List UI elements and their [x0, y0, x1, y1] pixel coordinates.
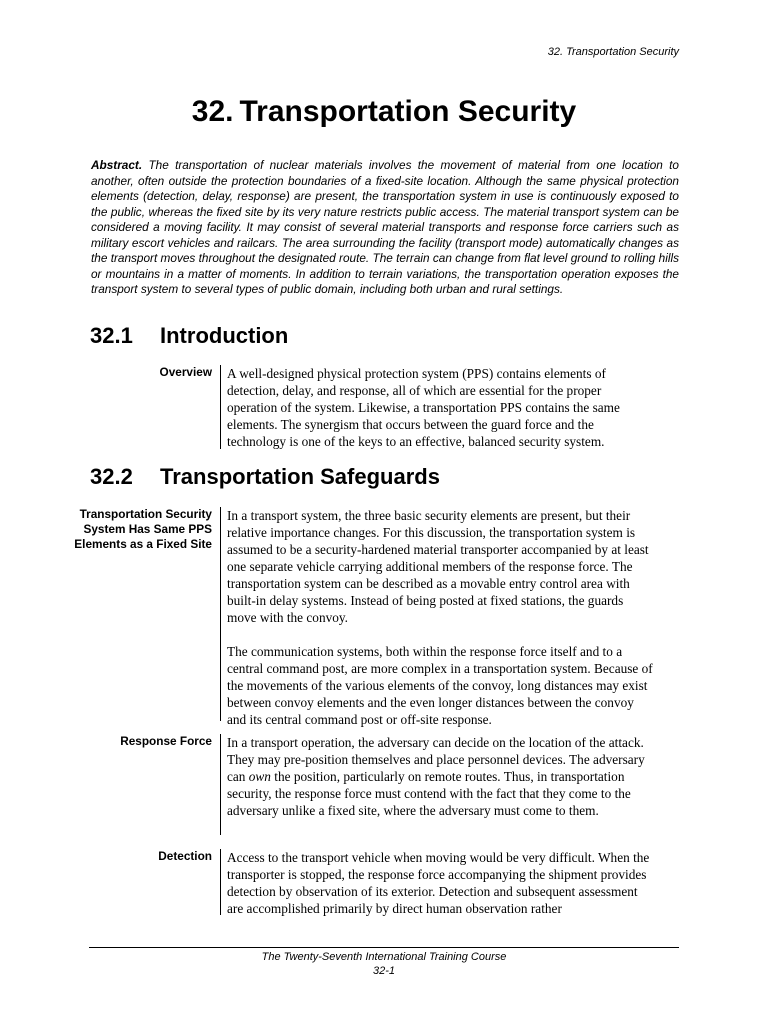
text-run: the position, particularly on remote routes. Thus, in transportation security, the response force must contend with the fact that they come to the adversary unlike a fixed site, where the adversary must come to them.	[227, 769, 631, 818]
paragraph: Access to the transport vehicle when moving would be very difficult. When the transporter is stopped, the response force accompanying the shipment provides detection by observation of its exterior. Detection and subsequent assessment are accomplished primarily by direct human observation rather	[227, 850, 650, 916]
abstract-lead: Abstract.	[91, 158, 143, 172]
text-run: In a transport operation, the adversary can decide on the location of the attack. They may pre-position themselves and place personnel devices. The adversary can	[227, 735, 645, 784]
footer-rule	[89, 947, 679, 948]
paragraph: The communication systems, both within the response force itself and to a central command post, are more complex in a transportation system. Because of the movements of the various elements of the convoy, long distances may exist between convoy elements and the even longer distances between the convoy and its central command post or off-site response.	[227, 644, 653, 727]
section-heading-safeguards	[90, 463, 440, 491]
section-title: Transportation Safeguards	[160, 464, 440, 489]
section-number: 32.1	[90, 323, 133, 348]
running-header: 32. Transportation Security	[547, 46, 679, 58]
paragraph: A well-designed physical protection system (PPS) contains elements of detection, delay, and response, all of which are essential for the proper operation of the system. Likewise, a transportation PPS contains the same elements. The synergism that occurs between the guard force and the technology is one of the keys to an effective, balanced security system.	[227, 366, 620, 449]
abstract-text: The transportation of nuclear materials involves the movement of material from one location to another, often outside the protection boundaries of a fixed-site location. Although the same physical protection elements (detection, delay, response) are present, the transportation system in use is continuously exposed to the public, whereas the fixed site by its very nature restricts public access. The material transport system can be considered a moving facility. It may consist of several material transports and response force carriers such as military escort vehicles and railcars. The area surrounding the facility (transport mode) automatically changes as the transport moves throughout the designated route. The terrain can change from flat level ground to rolling hills or mountains in a matter of moments. In addition to terrain variations, the transportation operation exposes the transport system to several types of public domain, including both urban and rural settings.	[91, 158, 679, 296]
same-pps-text	[227, 507, 653, 728]
side-label-response-force: Response Force	[120, 734, 212, 748]
abstract	[91, 158, 679, 298]
page-number: 32-1	[372, 965, 396, 977]
vertical-rule	[220, 734, 221, 835]
side-label-same-pps: Transportation Security System Has Same PPS Elements as a Fixed Site	[74, 507, 212, 551]
chapter-number: 32.	[191, 95, 234, 128]
emphasis: own	[248, 769, 271, 784]
paragraph: In a transport system, the three basic security elements are present, but their relative importance changes. For this discussion, the transportation system is assumed to be a security-hardened material transporter accompanied by at least one separate vehicle carrying additional members of the response force. The transportation system can be described as a movable entry control area with built-in delay systems. Instead of being posted at fixed stations, the guards move with the convoy.	[227, 508, 649, 625]
chapter-title-text: Transportation Security	[239, 95, 577, 128]
response-force-text	[227, 734, 653, 819]
overview-text	[227, 365, 653, 450]
section-heading-introduction	[90, 322, 288, 350]
footer	[0, 950, 768, 978]
vertical-rule	[220, 365, 221, 449]
chapter-title	[0, 92, 768, 132]
detection-text	[227, 849, 653, 917]
footer-course: The Twenty-Seventh International Training Course	[261, 951, 507, 963]
paragraph	[227, 734, 653, 819]
section-number: 32.2	[90, 464, 133, 489]
vertical-rule	[220, 849, 221, 915]
side-label-overview: Overview	[159, 365, 212, 379]
side-label-detection: Detection	[158, 849, 212, 863]
vertical-rule	[220, 507, 221, 721]
section-title: Introduction	[160, 323, 289, 348]
